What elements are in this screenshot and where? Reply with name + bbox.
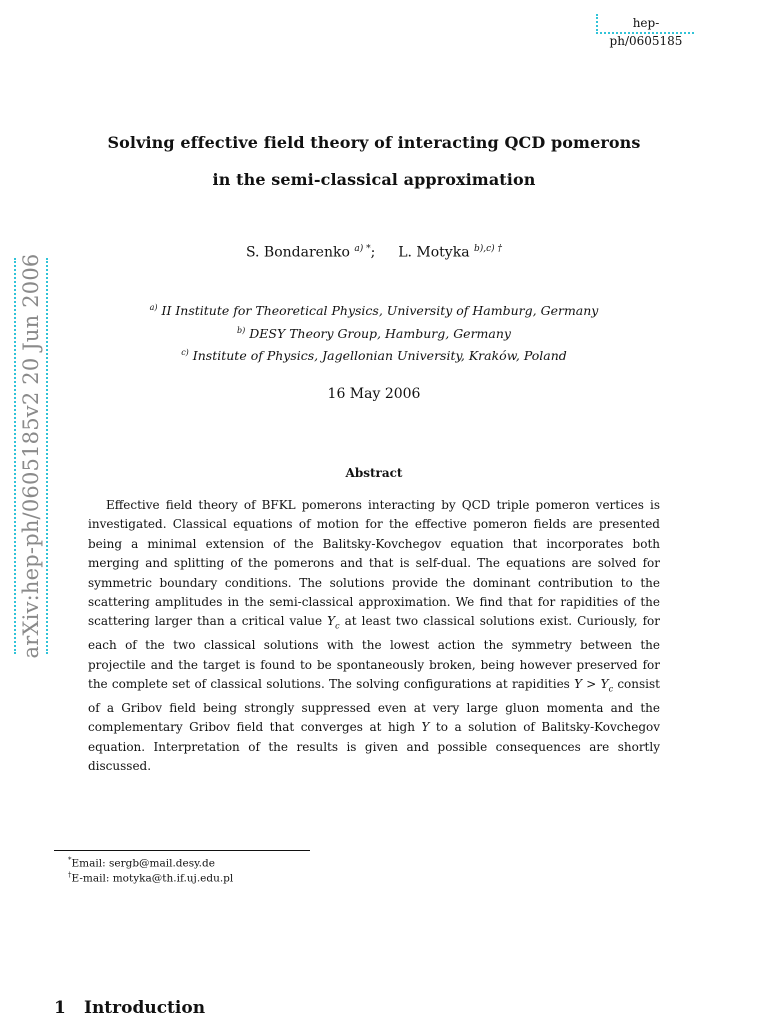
section-title: Introduction [84,998,206,1018]
footnote-text: Email: sergb@mail.desy.de [71,857,215,870]
author-list [0,244,748,261]
math-subscript: c [335,621,340,631]
footnote-text: E-mail: motyka@th.if.uj.edu.pl [71,872,234,885]
author-name: S. Bondarenko [245,244,350,261]
footnote [68,868,233,886]
paper-date: 16 May 2006 [327,386,421,402]
paper-title-line-1: Solving effective field theory of interacting QCD pomerons [107,133,641,152]
affiliation [0,326,748,341]
abstract-part: Effective field theory of BFKL pomerons interacting by QCD triple pomeron vertices is investigated. Classical equations of motion for the effective pomeron fields are presented being a minimal extension of the Balitsky-Kovchegov equation that incorporates both merging and splitting of the pomerons and that is self-dual. The equations are solved for symmetric boundary conditions. The solutions provide the dominant contribution to the scattering amplitudes in the semi-classical approximation. We find that for rapidities of the scattering larger than a critical value [88,498,660,629]
author-affiliation-marks: a) * [354,244,371,254]
affiliation [0,348,748,363]
math-symbol: Y [327,614,336,629]
report-number[interactable]: hep-ph/0605185 [596,14,694,34]
math-symbol: Y [574,677,583,692]
affiliation-text: Institute of Physics, Jagellonian University, Kraków, Poland [192,348,567,364]
abstract-part: at least two classical solutions exist. Curiously, for each of the two classical solutions with the lowest action the symmetry between the projectile and the target is found to be spontaneously broken, being however preserved for the complete set of classical solutions. The solving configurations at rapidities [88,614,660,692]
author-name: L. Motyka [398,244,470,261]
abstract-part: consist of a Gribov field being strongly suppressed even at very large gluon momenta and the complementary Gribov field that converges at high [88,677,660,735]
footnote-mark: † [68,871,72,879]
section-number: 1 [54,998,66,1018]
section-heading [54,998,205,1018]
affiliation-mark: b) [237,326,246,335]
abstract-text [88,496,660,776]
affiliation-mark: c) [181,348,189,357]
abstract-part: to a solution of Balitsky-Kovchegov equation. Interpretation of the results is given and possible consequences are shortly discussed. [88,720,661,774]
math-subscript: c [608,684,614,694]
footnote-rule [54,850,310,851]
math-operator: > [582,677,601,692]
math-symbol: Y [600,677,609,692]
affiliation-text: II Institute for Theoretical Physics, University of Hamburg, Germany [161,303,599,319]
paper-title-line-2: in the semi-classical approximation [212,170,536,189]
footnote-mark: * [68,856,72,864]
abstract-heading: Abstract [345,466,403,480]
author-affiliation-marks: b),c) † [474,244,503,254]
affiliation-text: DESY Theory Group, Hamburg, Germany [249,326,511,342]
affiliation-mark: a) [149,303,158,312]
math-symbol: Y [421,720,430,735]
author-separator: ; [370,244,376,261]
affiliation [0,303,748,318]
arxiv-stamp-text: arXiv:hep-ph/0605185v2 20 Jun 2006 [19,253,43,659]
